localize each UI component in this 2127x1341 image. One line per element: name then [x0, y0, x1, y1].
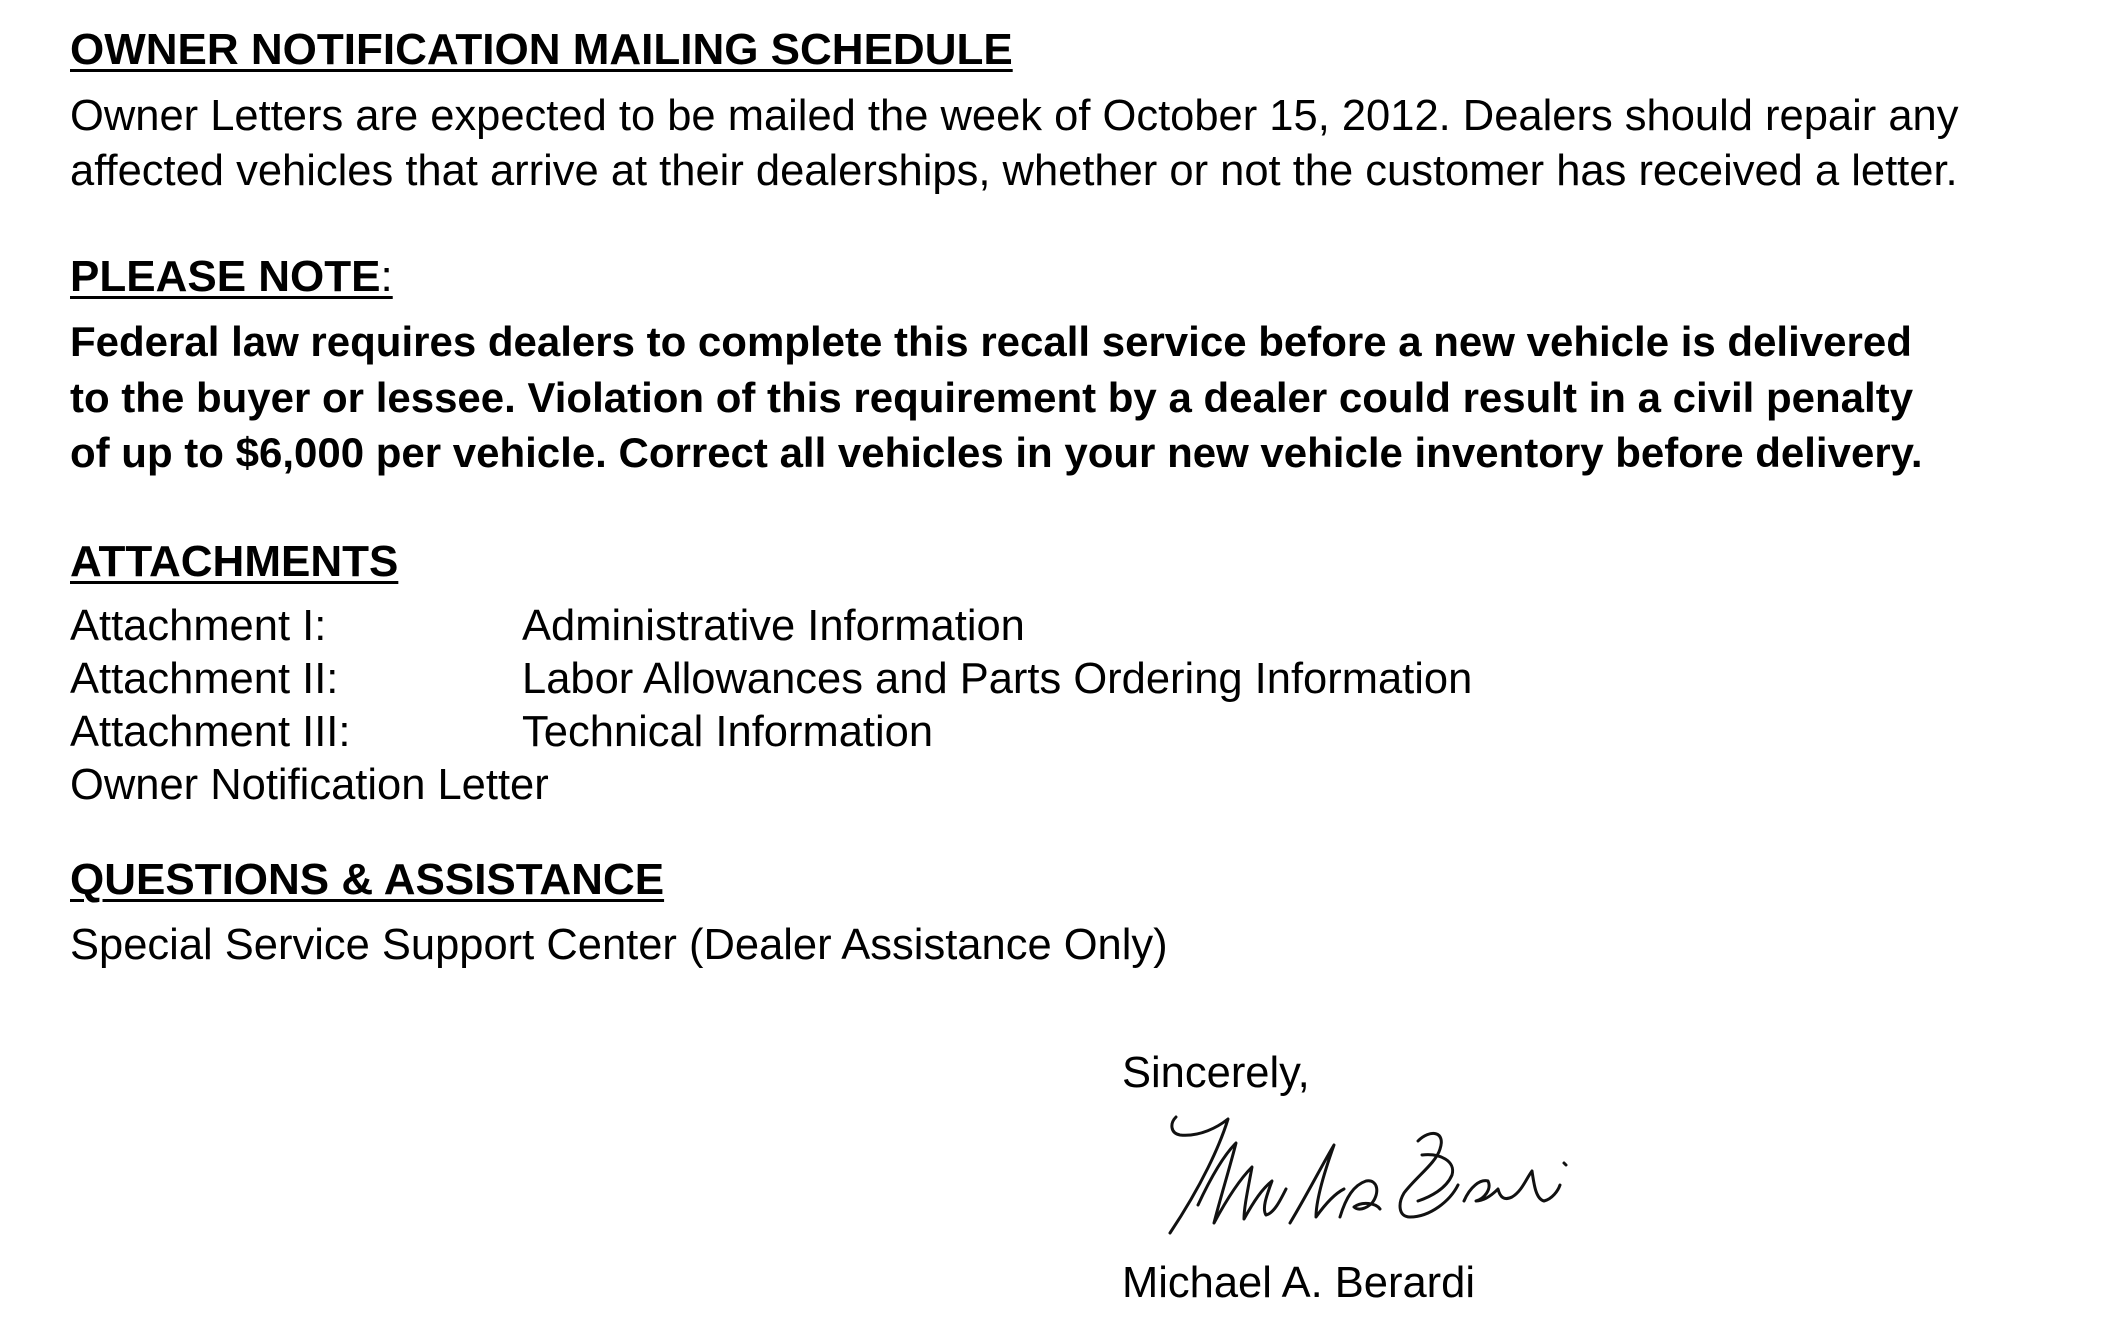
- please-note-heading-text: PLEASE NOTE: [70, 252, 381, 301]
- attachments-heading: ATTACHMENTS: [70, 537, 399, 586]
- mailing-schedule-line-1: Owner Letters are expected to be mailed the week of October 15, 2012. Dealers should repair any: [70, 92, 1959, 140]
- questions-line-1: Special Service Support Center (Dealer Assistance Only): [70, 921, 1168, 969]
- please-note-heading-colon: :: [380, 252, 393, 301]
- signature-icon: [1140, 1105, 1620, 1255]
- attachment-value: Technical Information: [522, 708, 934, 756]
- salutation: Sincerely,: [1122, 1049, 1310, 1097]
- please-note-line-2: to the buyer or lessee. Violation of this requirement by a dealer could result in a civil penalty: [70, 374, 1914, 421]
- attachment-value: Administrative Information: [522, 602, 1025, 650]
- attachment-label: Attachment II:: [70, 655, 339, 703]
- attachment-value: Labor Allowances and Parts Ordering Information: [522, 655, 1473, 703]
- mailing-schedule-line-2: affected vehicles that arrive at their dealerships, whether or not the customer has received a letter.: [70, 147, 1958, 195]
- attachment-label: Attachment III:: [70, 708, 351, 756]
- owner-notification-letter-item: Owner Notification Letter: [70, 761, 549, 809]
- mailing-schedule-heading: OWNER NOTIFICATION MAILING SCHEDULE: [70, 25, 1013, 74]
- signer-name: Michael A. Berardi: [1122, 1259, 1475, 1307]
- attachment-label: Attachment I:: [70, 602, 327, 650]
- please-note-line-1: Federal law requires dealers to complete this recall service before a new vehicle is delivered: [70, 318, 1912, 365]
- questions-heading: QUESTIONS & ASSISTANCE: [70, 855, 665, 904]
- please-note-heading: [70, 252, 393, 301]
- please-note-line-3: of up to $6,000 per vehicle. Correct all vehicles in your new vehicle inventory before delivery.: [70, 429, 1923, 476]
